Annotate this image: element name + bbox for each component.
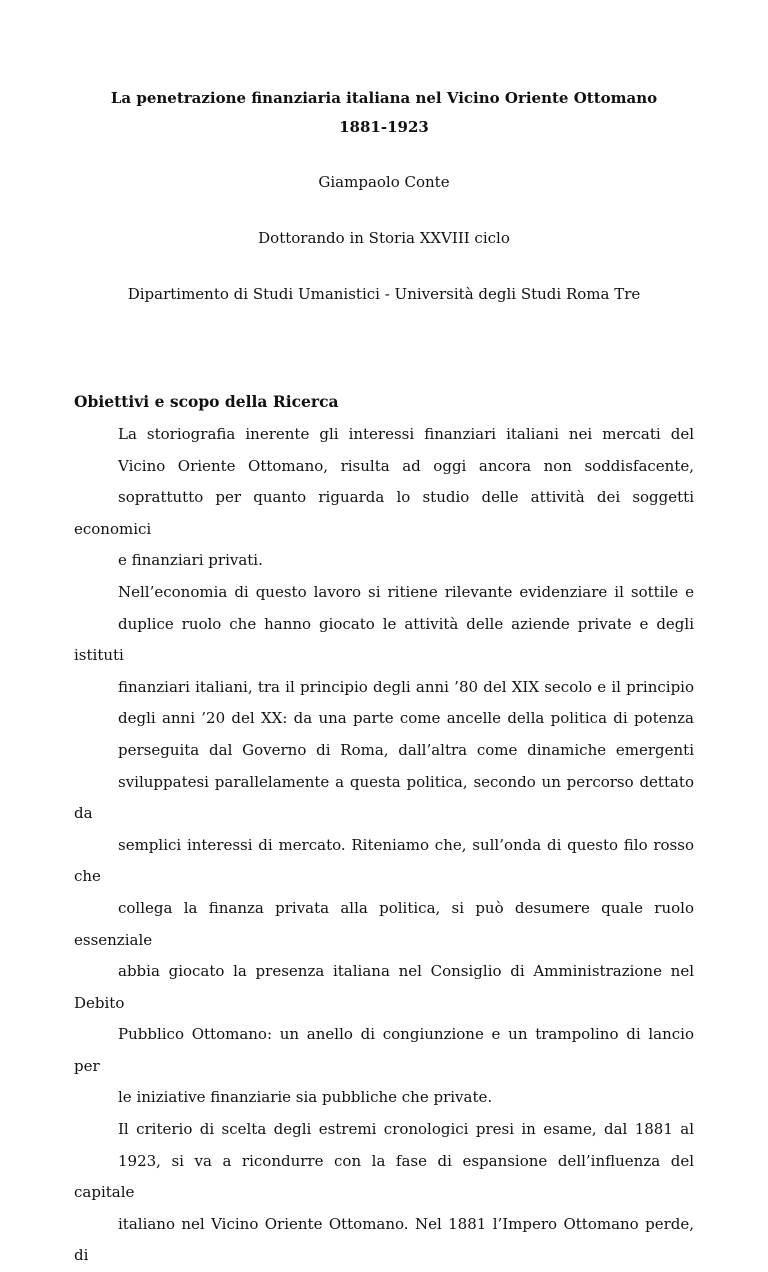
text-line: sviluppatesi parallelamente a questa politica, secondo un percorso dettato da xyxy=(74,772,694,823)
text-line: abbia giocato la presenza italiana nel Consiglio di Amministrazione nel Debito xyxy=(74,962,694,1012)
text-line: e finanziari privati. xyxy=(118,551,263,570)
text-line: finanziari italiani, tra il principio degli anni ’80 del XIX secolo e il principio xyxy=(118,677,694,696)
paragraph-1 xyxy=(74,419,694,577)
text-line: Vicino Oriente Ottomano, risulta ad oggi ancora non soddisfacente, xyxy=(118,456,694,475)
paragraph-2 xyxy=(74,577,694,1114)
text-line: La storiografia inerente gli interessi finanziari italiani nei mercati del xyxy=(118,425,694,443)
text-line: le iniziative finanziarie sia pubbliche che private. xyxy=(118,1088,493,1107)
author-phd-cycle: Dottorando in Storia XXVIII ciclo xyxy=(258,229,510,247)
title-line-1: La penetrazione finanziaria italiana nel Vicino Oriente Ottomano xyxy=(110,89,658,107)
author-department: Dipartimento di Studi Umanistici - Università degli Studi Roma Tre xyxy=(127,285,641,303)
text-line: Il criterio di scelta degli estremi cronologici presi in esame, dal 1881 al xyxy=(118,1120,694,1139)
document-title xyxy=(60,84,708,142)
text-line: Pubblico Ottomano: un anello di congiunzione e un trampolino di lancio per xyxy=(74,1025,694,1075)
paragraph-3 xyxy=(74,1114,694,1272)
text-line: collega la finanza privata alla politica, si può desumere quale ruolo essenziale xyxy=(74,898,694,949)
text-line: degli anni ’20 del XX: da una parte come ancelle della politica di potenza xyxy=(118,709,694,728)
author-name: Giampaolo Conte xyxy=(318,173,450,191)
text-line: perseguita dal Governo di Roma, dall’altra come dinamiche emergenti xyxy=(118,740,694,759)
body-text xyxy=(74,419,694,1272)
text-line: soprattutto per quanto riguarda lo studio delle attività dei soggetti economici xyxy=(74,488,694,538)
text-line: semplici interessi di mercato. Riteniamo che, sull’onda di questo filo rosso che xyxy=(74,835,694,886)
title-line-2: 1881-1923 xyxy=(339,118,429,136)
section-heading: Obiettivi e scopo della Ricerca xyxy=(74,392,339,411)
text-line: 1923, si va a ricondurre con la fase di espansione dell’influenza del capitale xyxy=(74,1151,694,1202)
text-line: duplice ruolo che hanno giocato le attività delle aziende private e degli istituti xyxy=(74,614,694,665)
text-line: Nell’economia di questo lavoro si ritiene rilevante evidenziare il sottile e xyxy=(118,582,694,601)
text-line: italiano nel Vicino Oriente Ottomano. Nel 1881 l’Impero Ottomano perde, di xyxy=(74,1214,694,1265)
